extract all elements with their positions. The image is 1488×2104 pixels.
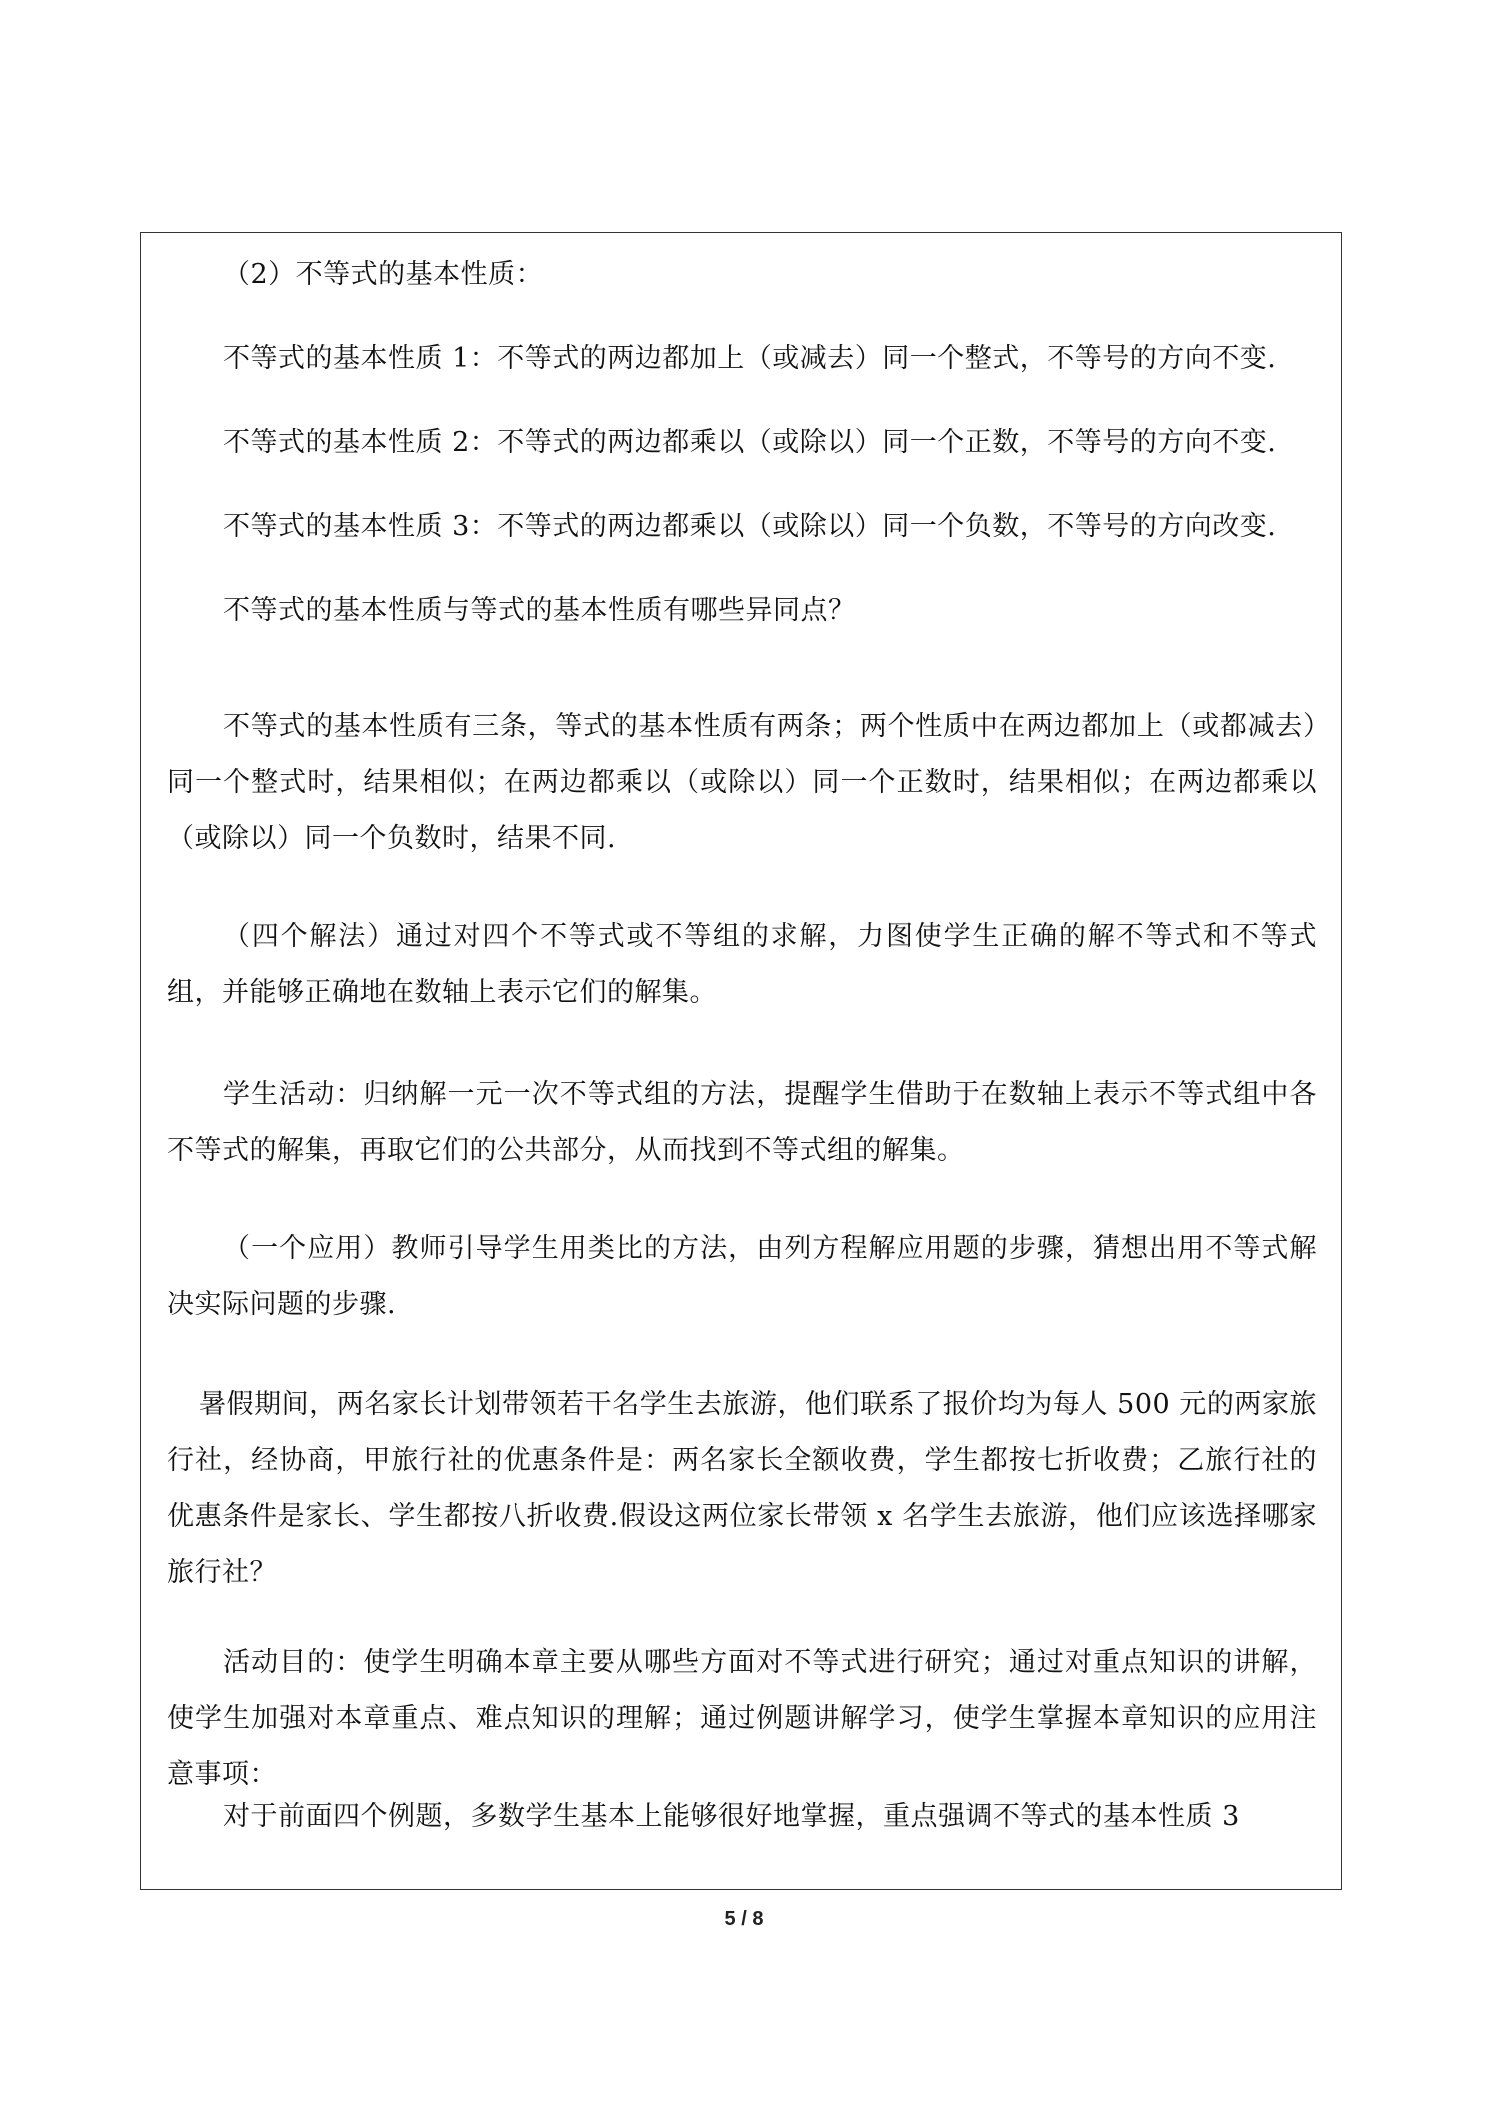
property-1: 不等式的基本性质 1：不等式的两边都加上（或减去）同一个整式，不等号的方向不变. — [223, 343, 1277, 374]
activity-goal-paragraph: 活动目的：使学生明确本章主要从哪些方面对不等式进行研究；通过对重点知识的讲解，使学生加强对本章重点、难点知识的理解；通过例题讲解学习，使学生掌握本章知识的应用注意事项： — [167, 1647, 1317, 1790]
page-number: 5 / 8 — [724, 1908, 764, 1930]
property-3: 不等式的基本性质 3：不等式的两边都乘以（或除以）同一个负数，不等号的方向改变. — [223, 511, 1277, 542]
section-heading: （2）不等式的基本性质： — [223, 259, 544, 290]
comparison-answer: 不等式的基本性质有三条，等式的基本性质有两条；两个性质中在两边都加上（或都减去）同一个整式时，结果相似；在两边都乘以（或除以）同一个正数时，结果相似；在两边都乘以（或除以）同一个负数时，结果不同. — [167, 711, 1317, 854]
four-solutions-paragraph: （四个解法）通过对四个不等式或不等组的求解，力图使学生正确的解不等式和不等式组，并能够正确地在数轴上表示它们的解集。 — [167, 921, 1317, 1008]
student-activity-paragraph: 学生活动：归纳解一元一次不等式组的方法，提醒学生借助于在数轴上表示不等式组中各不等式的解集，再取它们的公共部分，从而找到不等式组的解集。 — [167, 1079, 1317, 1166]
comparison-question: 不等式的基本性质与等式的基本性质有哪些异同点？ — [223, 595, 856, 626]
property-2: 不等式的基本性质 2：不等式的两边都乘以（或除以）同一个正数，不等号的方向不变. — [223, 427, 1277, 458]
content-frame — [140, 232, 1342, 1890]
application-paragraph: （一个应用）教师引导学生用类比的方法，由列方程解应用题的步骤，猜想出用不等式解决实际问题的步骤. — [167, 1233, 1317, 1320]
travel-problem: 暑假期间，两名家长计划带领若干名学生去旅游，他们联系了报价均为每人 500 元的两家旅行社，经协商，甲旅行社的优惠条件是：两名家长全额收费，学生都按七折收费；乙旅行社的优惠条件是家长、学生都按八折收费.假设这两位家长带领 x 名学生去旅游，他们应该选择哪家旅行社？ — [167, 1389, 1317, 1588]
example-note-paragraph: 对于前面四个例题，多数学生基本上能够很好地掌握，重点强调不等式的基本性质 3 — [223, 1801, 1240, 1832]
